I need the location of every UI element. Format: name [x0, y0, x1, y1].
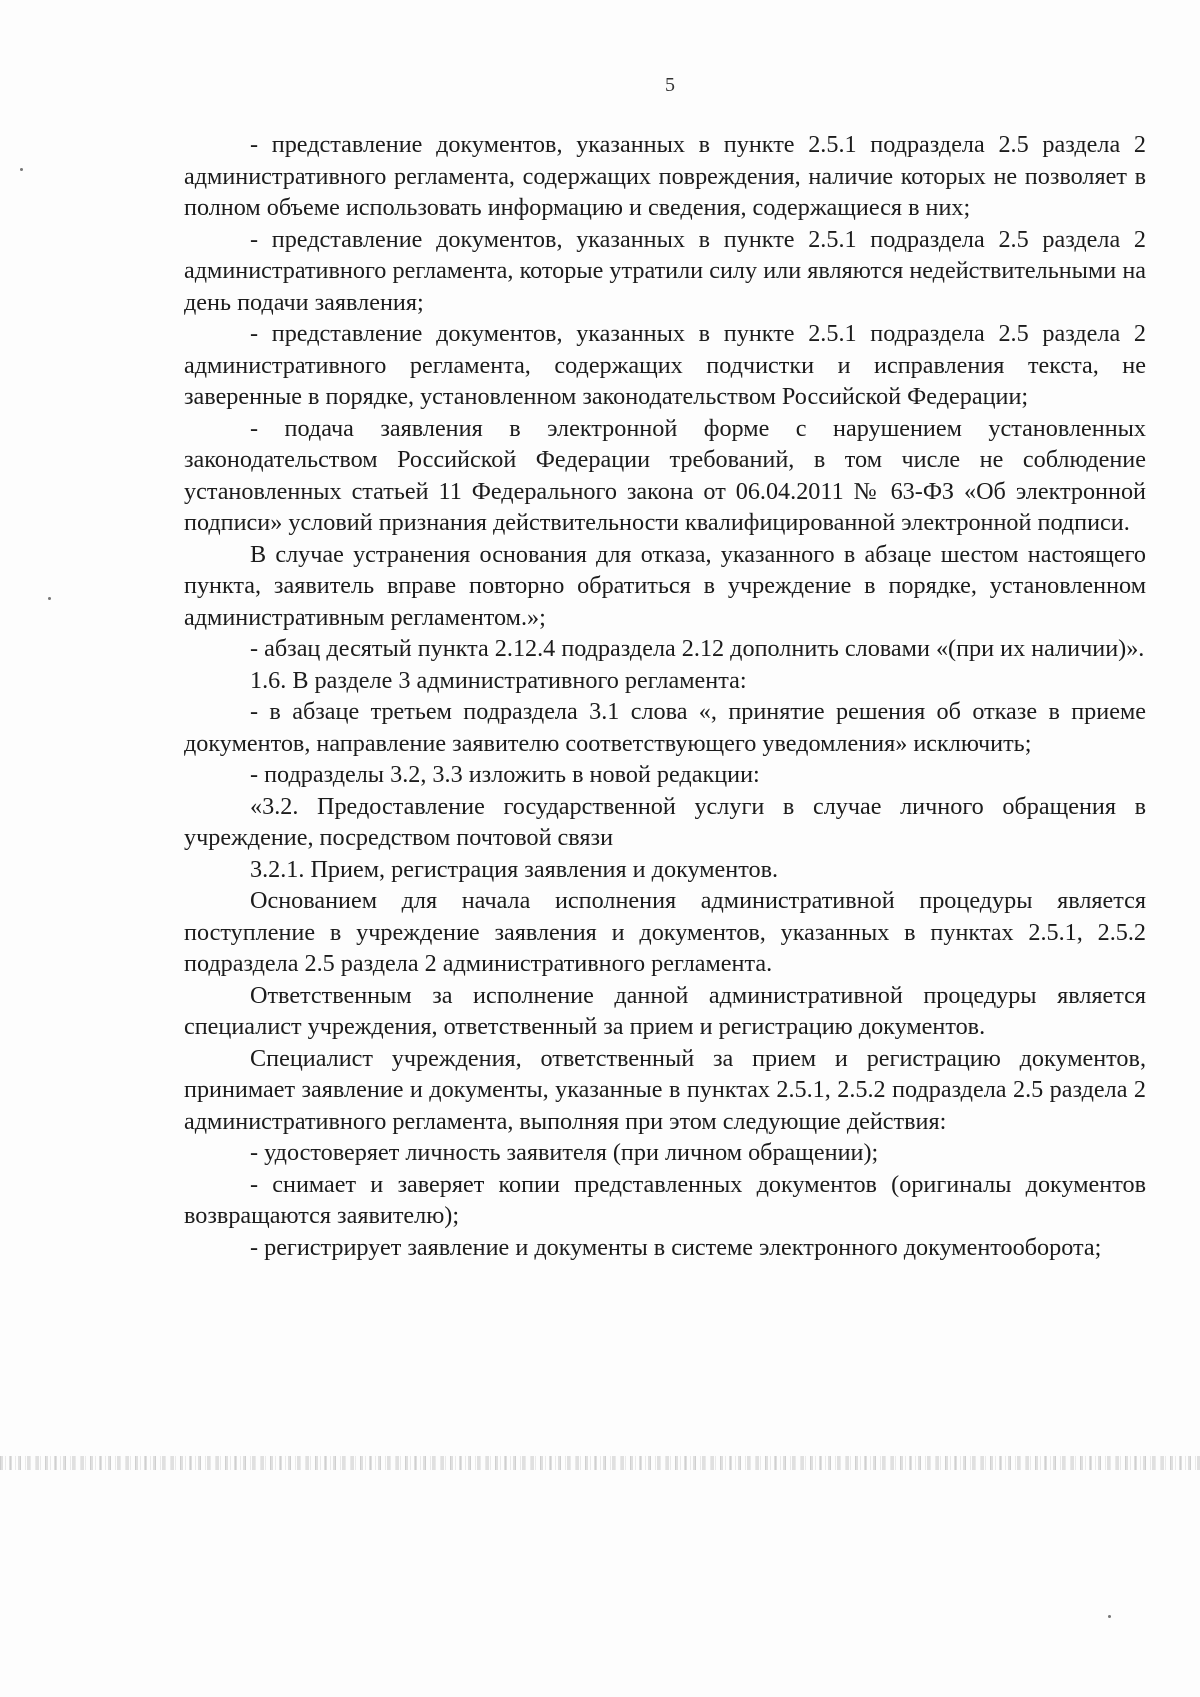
paragraph: - подразделы 3.2, 3.3 изложить в новой редакции:	[250, 761, 760, 788]
paragraph: Специалист учреждения, ответственный за прием и регистрацию документов, принимает заявление и документы, указанные в пунктах 2.5.1, 2.5.2 подраздела 2.5 раздела 2 административного регламента, выполняя при этом следующие действия:	[184, 1044, 1146, 1135]
paragraph: - удостоверяет личность заявителя (при личном обращении);	[250, 1139, 879, 1166]
paragraph: - представление документов, указанных в пункте 2.5.1 подраздела 2.5 раздела 2 административного регламента, содержащих повреждения, наличие которых не позволяет в полном объеме использовать информацию и сведения, содержащиеся в них;	[184, 131, 1146, 221]
paragraph: - снимает и заверяет копии представленных документов (оригиналы документов возвращаются заявителю);	[184, 1170, 1146, 1229]
paragraph: - регистрирует заявление и документы в системе электронного документооборота;	[250, 1233, 1102, 1261]
paragraph: 1.6. В разделе 3 административного регламента:	[250, 666, 747, 694]
document-body	[184, 129, 1146, 1263]
page-number: 5	[665, 74, 675, 96]
scan-speck	[48, 597, 51, 600]
paragraph: В случае устранения основания для отказа, указанного в абзаце шестом настоящего пункта, заявитель вправе повторно обратиться в учреждение в порядке, установленном административным регламентом.»;	[184, 540, 1146, 631]
paragraph: - представление документов, указанных в пункте 2.5.1 подраздела 2.5 раздела 2 административного регламента, которые утратили силу или являются недействительными на день подачи заявления;	[184, 225, 1146, 316]
paragraph: Ответственным за исполнение данной административной процедуры является специалист учреждения, ответственный за прием и регистрацию документов.	[184, 981, 1146, 1040]
scan-speck	[1108, 1615, 1111, 1618]
paragraph: - абзац десятый пункта 2.12.4 подраздела 2.12 дополнить словами «(при их наличии)».	[250, 635, 1145, 662]
scan-speck	[20, 168, 23, 171]
paragraph: - в абзаце третьем подраздела 3.1 слова «, принятие решения об отказе в приеме документов, направление заявителю соответствующего уведомления» исключить;	[184, 698, 1146, 757]
paragraph: «3.2. Предоставление государственной услуги в случае личного обращения в учреждение, посредством почтовой связи	[184, 792, 1146, 851]
paragraph: - подача заявления в электронной форме с нарушением установленных законодательством Российской Федерации требований, в том числе не соблюдение установленных статьей 11 Федерального закона от 06.04.2011 № 63-ФЗ «Об электронной подписи» условий признания действительности квалифицированной электронной подписи.	[184, 414, 1146, 536]
paragraph: 3.2.1. Прием, регистрация заявления и документов.	[250, 855, 779, 883]
paragraph: Основанием для начала исполнения административной процедуры является поступление в учреждение заявления и документов, указанных в пунктах 2.5.1, 2.5.2 подраздела 2.5 раздела 2 административного регламента.	[184, 887, 1146, 977]
paragraph: - представление документов, указанных в пункте 2.5.1 подраздела 2.5 раздела 2 административного регламента, содержащих подчистки и исправления текста, не заверенные в порядке, установленном законодательством Российской Федерации;	[184, 320, 1146, 410]
scan-noise-band	[0, 1456, 1200, 1470]
